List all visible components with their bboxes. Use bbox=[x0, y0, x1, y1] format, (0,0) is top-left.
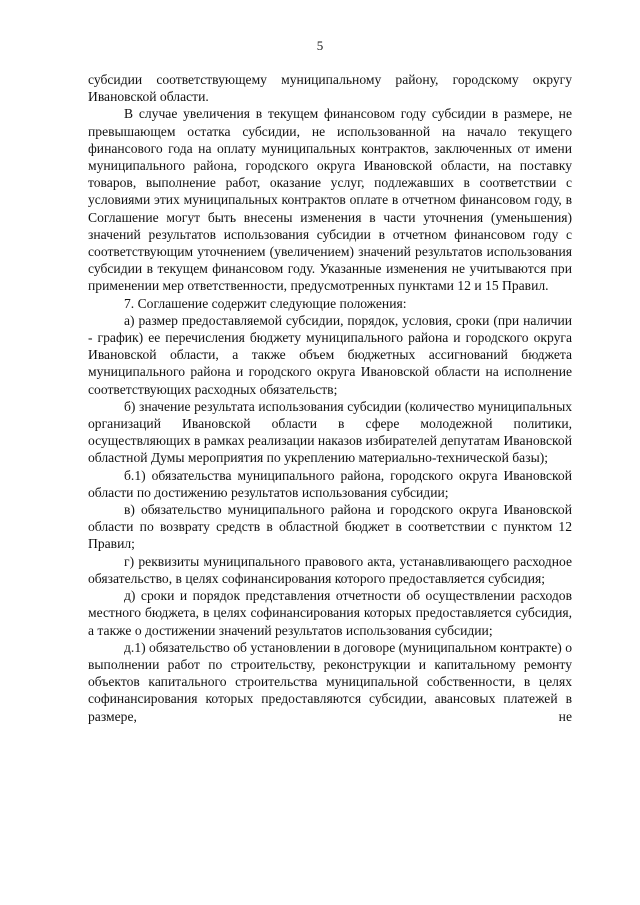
list-item-d: д) сроки и порядок представления отчетности об осуществлении расходов местного бюджета, в целях софинансирования которых предоставляется субсидия, а также о достижении значений результатов использования субсидии; bbox=[88, 588, 572, 638]
list-item-g: г) реквизиты муниципального правового акта, устанавливающего расходное обязательство, в целях софинансирования которого предоставляется субсидия; bbox=[88, 553, 572, 586]
paragraph-agreement-provisions: 7. Соглашение содержит следующие положения: bbox=[124, 295, 407, 311]
document-body bbox=[88, 71, 572, 725]
page-number: 5 bbox=[316, 38, 324, 53]
list-item-b1: б.1) обязательства муниципального района, городского округа Ивановской области по достижению результатов использования субсидии; bbox=[88, 467, 572, 500]
list-item-d1: д.1) обязательство об установлении в договоре (муниципальном контракте) о выполнении работ по строительству, реконструкции и капитальному ремонту объектов капитального строительства муниципальной собственности, в целях софинансирования которых предоставляются субсидии, авансовых платежей в размере, не bbox=[88, 639, 572, 724]
paragraph-continuation: субсидии соответствующему муниципальному району, городскому округу Ивановской области. bbox=[88, 72, 572, 105]
list-item-v: в) обязательство муниципального района и городского округа Ивановской области по возврату средств в областной бюджет в соответствии с пунктом 12 Правил; bbox=[88, 502, 572, 552]
list-item-a: а) размер предоставляемой субсидии, порядок, условия, сроки (при наличии - график) ее перечисления бюджету муниципального района и городского округа Ивановской области, а также объем бюджетных ассигнований бюджета муниципального района и городского округа Ивановской области на исполнение соответствующих расходных обязательств; bbox=[88, 312, 572, 397]
list-item-b: б) значение результата использования субсидии (количество муниципальных организаций Ивановской области в сфере молодежной политики, осуществляющих в рамках реализации наказов избирателей депутатам Ивановской областной Думы мероприятия по укреплению материально-технической базы); bbox=[88, 398, 572, 466]
paragraph-subsidy-increase: В случае увеличения в текущем финансовом году субсидии в размере, не превышающем остатка субсидии, не использованной на начало текущего финансового года на оплату муниципальных контрактов, заключенных от имени муниципального района, городского округа Ивановской области, на поставку товаров, выполнение работ, оказание услуг, подлежавших в соответствии с условиями этих муниципальных контрактов оплате в отчетном финансовом году, в Соглашение могут быть внесены изменения в части уточнения (уменьшения) значений результатов использования субсидии в отчетном финансовом году с соответствующим уточнением (увеличением) значений результатов использования субсидии в текущем финансовом году. Указанные изменения не учитываются при применении мер ответственности, предусмотренных пунктами 12 и 15 Правил. bbox=[88, 106, 572, 294]
